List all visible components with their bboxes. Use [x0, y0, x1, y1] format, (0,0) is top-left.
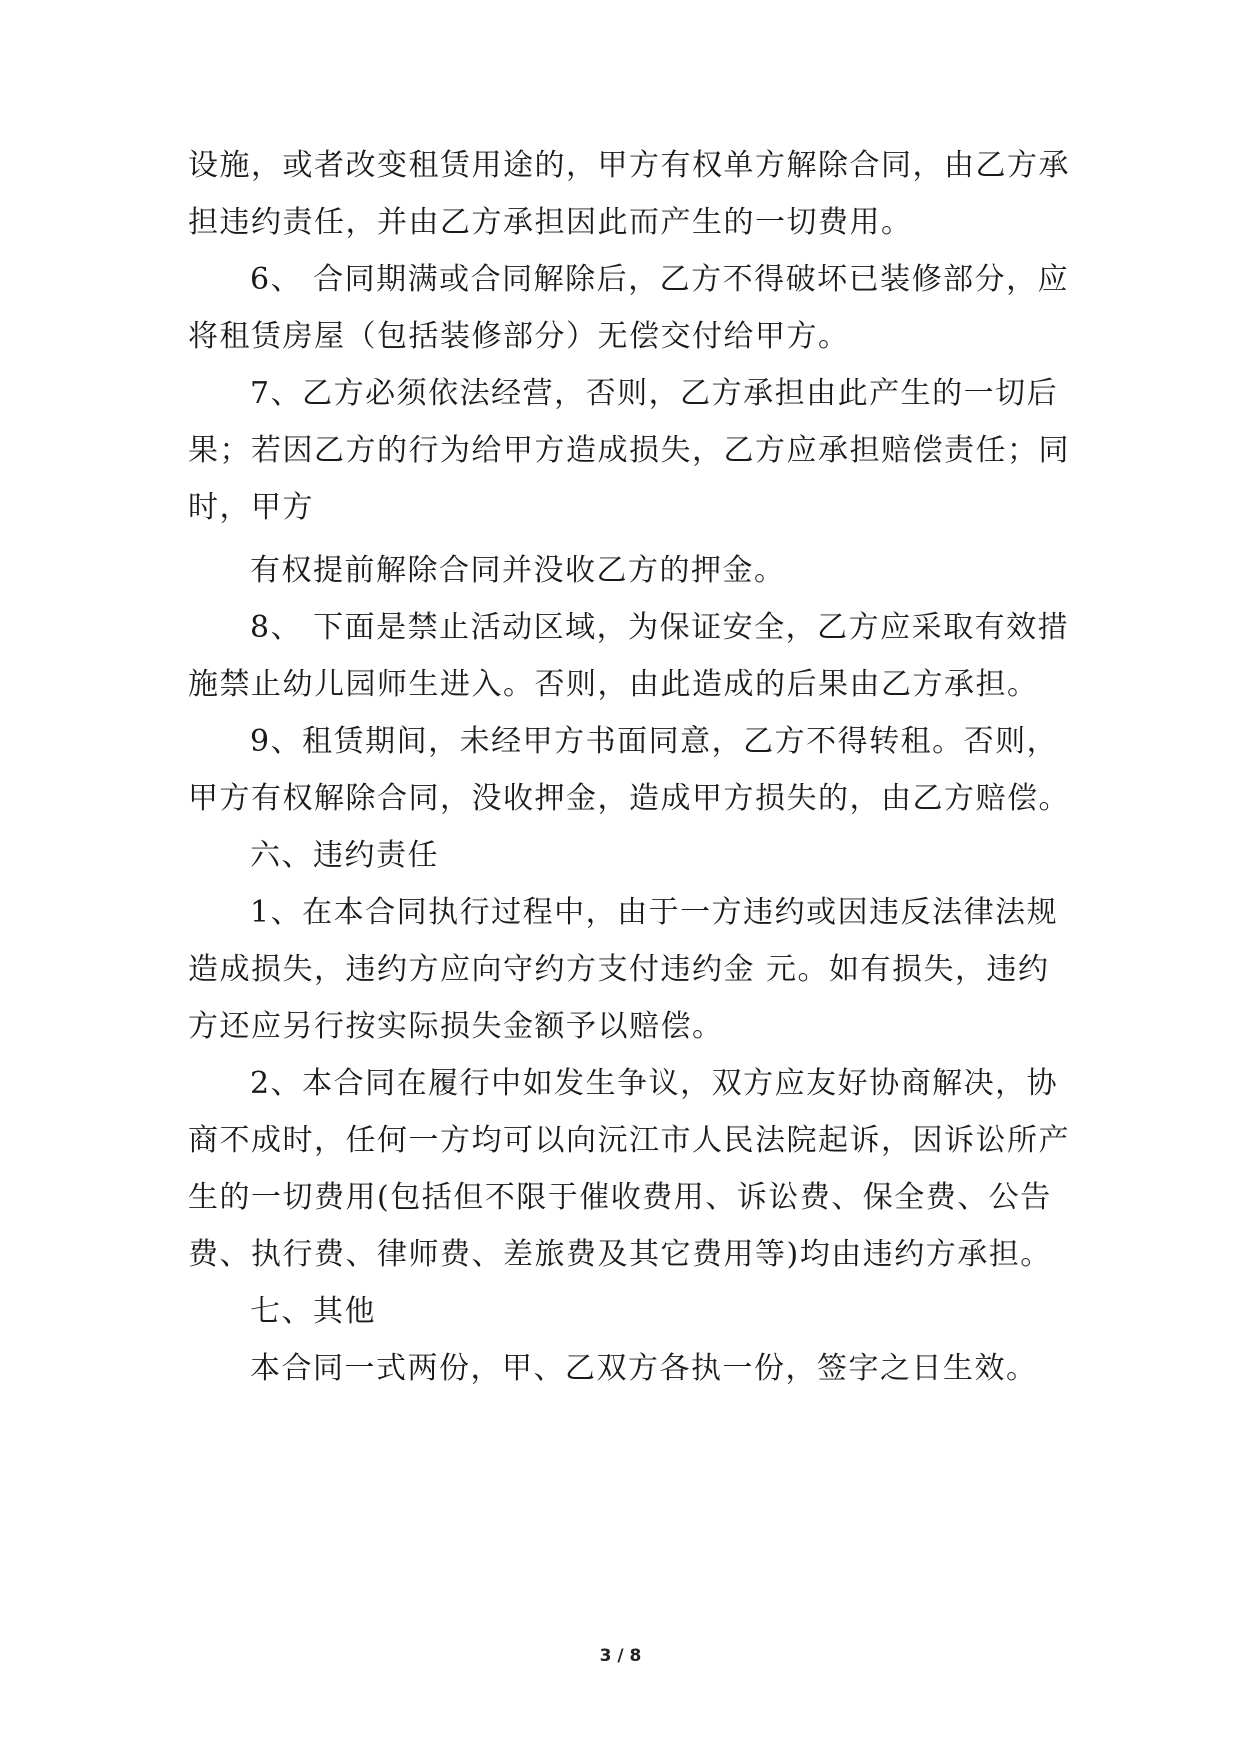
text-line: 费、执行费、律师费、差旅费及其它费用等)均由违约方承担。: [188, 1237, 1052, 1272]
text-line: 果；若因乙方的行为给甲方造成损失，乙方应承担赔偿责任；同: [188, 433, 1070, 468]
text-line: 时，甲方: [188, 490, 314, 525]
text-line: 8、 下面是禁止活动区域，为保证安全，乙方应采取有效措: [250, 610, 1070, 645]
text-line: 本合同一式两份，甲、乙双方各执一份，签字之日生效。: [250, 1351, 1038, 1386]
section-heading: 六、违约责任: [250, 838, 439, 873]
text-line: 9、租赁期间，未经甲方书面同意，乙方不得转租。否则，: [250, 724, 1059, 759]
text-line: 将租赁房屋（包括装修部分）无偿交付给甲方。: [188, 319, 850, 354]
text-line: 设施，或者改变租赁用途的，甲方有权单方解除合同，由乙方承: [188, 148, 1070, 183]
text-line: 方还应另行按实际损失金额予以赔偿。: [188, 1009, 724, 1044]
text-line: 甲方有权解除合同，没收押金，造成甲方损失的，由乙方赔偿。: [188, 781, 1070, 816]
text-line: 生的一切费用(包括但不限于催收费用、诉讼费、保全费、公告: [188, 1180, 1052, 1215]
text-line: 担违约责任，并由乙方承担因此而产生的一切费用。: [188, 205, 913, 240]
section-heading: 七、其他: [250, 1294, 376, 1329]
text-line: 有权提前解除合同并没收乙方的押金。: [250, 553, 786, 588]
text-line: 施禁止幼儿园师生进入。否则，由此造成的后果由乙方承担。: [188, 667, 1039, 702]
text-line: 7、乙方必须依法经营，否则，乙方承担由此产生的一切后: [250, 376, 1059, 411]
text-line: 1、在本合同执行过程中，由于一方违约或因违反法律法规: [250, 895, 1059, 930]
text-line: 造成损失，违约方应向守约方支付违约金 元。如有损失，违约: [188, 952, 1050, 987]
text-line: 商不成时，任何一方均可以向沅江市人民法院起诉，因诉讼所产: [188, 1123, 1070, 1158]
text-line: 2、本合同在履行中如发生争议，双方应友好协商解决，协: [250, 1066, 1059, 1101]
text-line: 6、 合同期满或合同解除后，乙方不得破坏已装修部分，应: [250, 262, 1070, 297]
page-number: 3 / 8: [599, 1646, 642, 1666]
